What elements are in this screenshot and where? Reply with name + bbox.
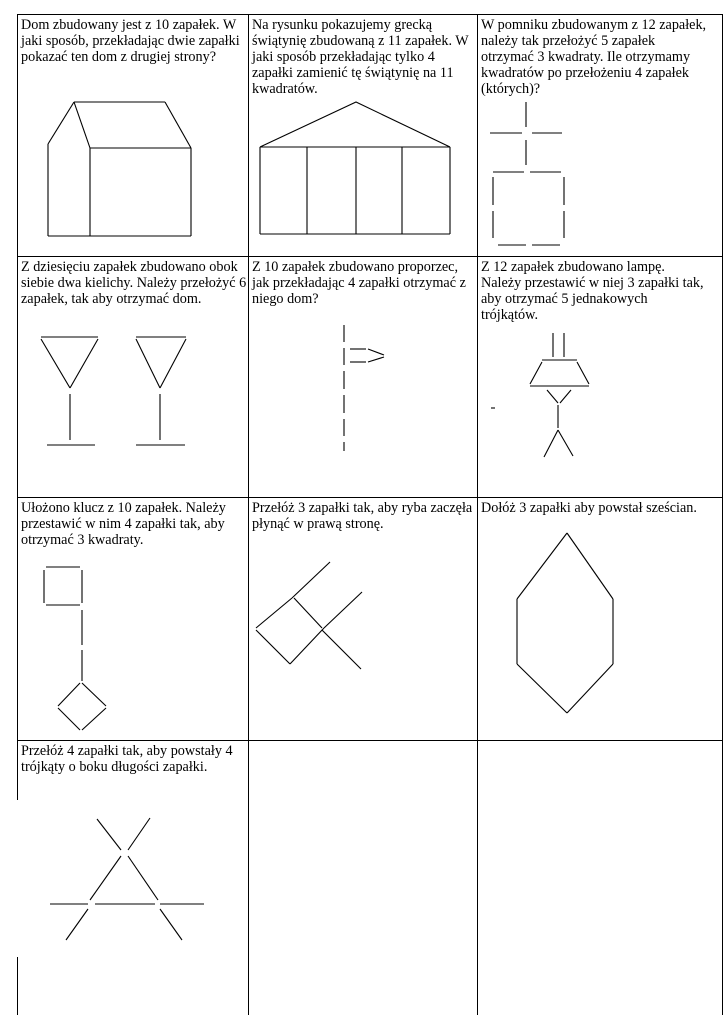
puzzle-text: Z dziesięciu zapałek zbudowano obok siebie dwa kielichy. Należy przełożyć 6 zapałek, tak aby otrzymać dom. bbox=[21, 259, 247, 307]
puzzle-text: Dołóż 3 zapałki aby powstał sześcian. bbox=[481, 500, 697, 516]
puzzle-text: Z 10 zapałek zbudowano proporzec, jak przekładając 4 zapałki otrzymać z niego dom? bbox=[252, 259, 466, 307]
puzzle-text: Przełóż 3 zapałki tak, aby ryba zaczęła płynąć w prawą stronę. bbox=[252, 500, 473, 532]
puzzle-text: Ułożono klucz z 10 zapałek. Należy przestawić w nim 4 zapałki tak, aby otrzymać 3 kwadraty. bbox=[21, 500, 226, 548]
pennant-drawing bbox=[344, 325, 384, 451]
temple-drawing bbox=[260, 102, 450, 234]
lamp-drawing bbox=[491, 333, 589, 457]
key-drawing bbox=[44, 567, 106, 730]
house-drawing bbox=[48, 102, 191, 236]
fish-drawing bbox=[256, 562, 362, 669]
puzzle-text: Z 12 zapałek zbudowano lampę. Należy przestawić w niej 3 zapałki tak, aby otrzymać 5 jednakowych trójkątów. bbox=[481, 259, 704, 323]
puzzle-text: W pomniku zbudowanym z 12 zapałek, należy tak przełożyć 5 zapałek otrzymać 3 kwadraty. Ile otrzymamy kwadratów po przełożeniu 4 zapałek (których)? bbox=[481, 17, 707, 97]
puzzle-text: Na rysunku pokazujemy grecką świątynię zbudowaną z 11 zapałek. W jaki sposób przekładając tylko 4 zapałki zamienić tę świątynię na 11 kwadratów. bbox=[252, 17, 469, 97]
puzzle-text: Dom zbudowany jest z 10 zapałek. W jaki sposób, przekładając dwie zapałki pokazać ten dom z drugiej strony? bbox=[21, 17, 240, 65]
puzzle-text: Przełóż 4 zapałki tak, aby powstały 4 trójkąty o boku długości zapałki. bbox=[21, 743, 233, 775]
triangle-star-drawing bbox=[50, 818, 204, 940]
hexagon-drawing bbox=[517, 533, 613, 713]
monument-drawing bbox=[490, 102, 564, 245]
two-goblets-drawing bbox=[41, 337, 186, 445]
